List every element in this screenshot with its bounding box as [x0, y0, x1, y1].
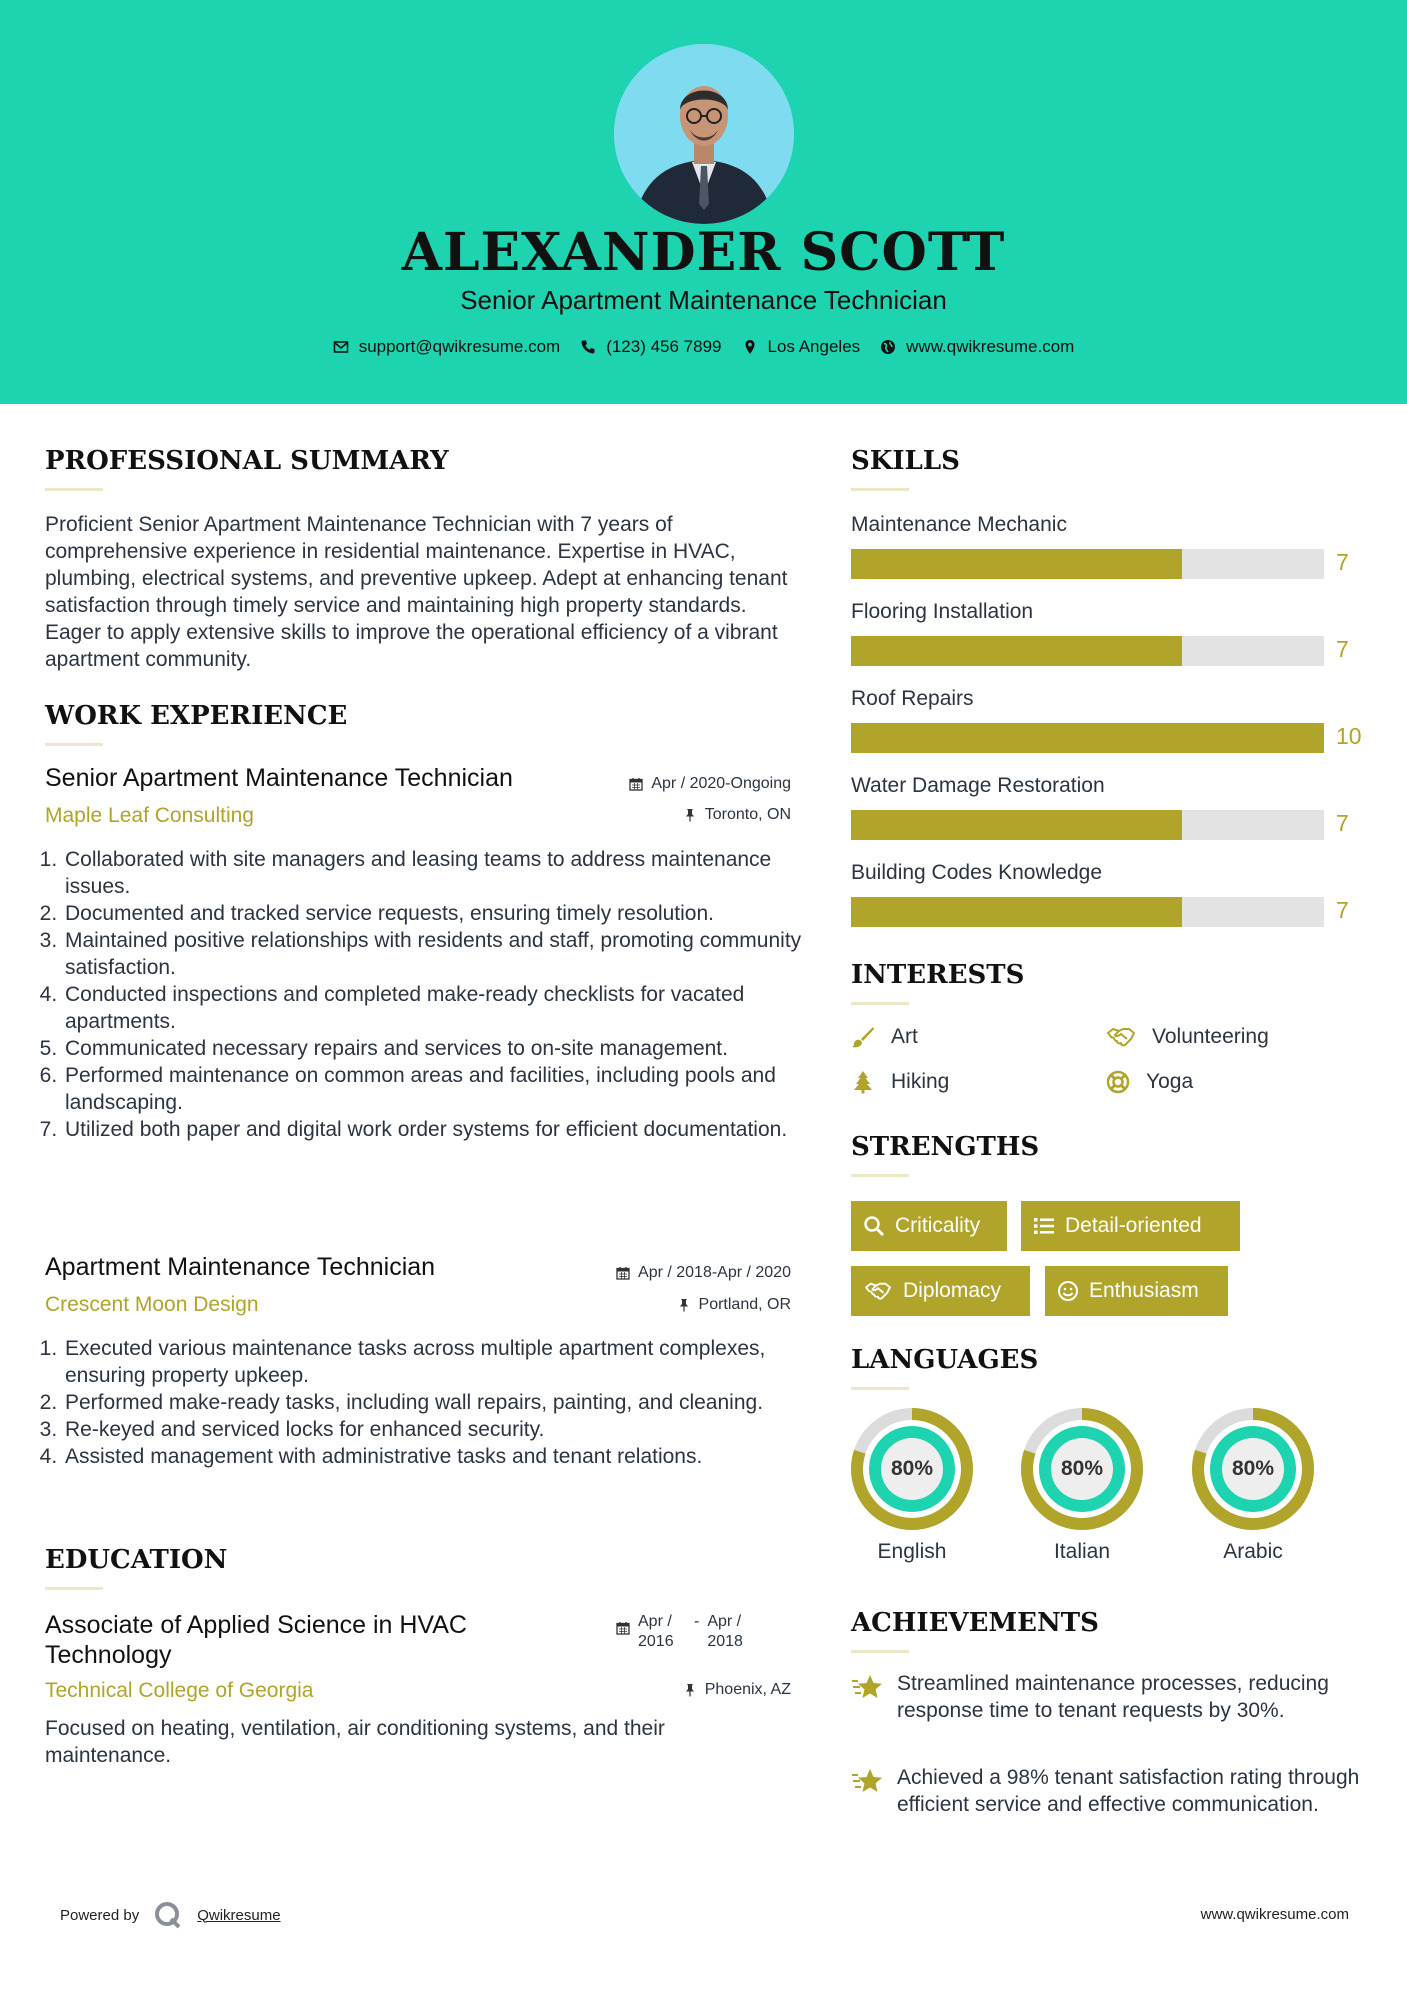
- interest-item: [851, 1070, 949, 1094]
- achievement-text: Streamlined maintenance processes, reducing response time to tenant requests by 30%.: [897, 1672, 1329, 1722]
- contact-location-text: Los Angeles: [767, 337, 861, 356]
- skill-bar-track: [851, 549, 1324, 579]
- interest-label: Hiking: [891, 1070, 950, 1093]
- globe-icon: [880, 339, 896, 355]
- qwikresume-logo-icon: [153, 1900, 183, 1930]
- summary-heading: PROFESSIONAL SUMMARY: [45, 446, 449, 491]
- job-location: [677, 1296, 791, 1314]
- interest-item: [1106, 1025, 1269, 1049]
- strength-label: Diplomacy: [903, 1279, 1002, 1302]
- job-date: [616, 1264, 791, 1282]
- skill-bar-fill: [851, 636, 1182, 666]
- list-item: 3. Maintained positive relationships with residents and staff, promoting community satisfaction.: [63, 927, 809, 981]
- job-company: Maple Leaf Consulting: [45, 804, 254, 827]
- job-date-text: Apr / 2018-Apr / 2020: [638, 1264, 791, 1281]
- language-item: [1021, 1408, 1143, 1564]
- achievement-item: [851, 1670, 1361, 1724]
- job-date-text: Apr / 2020-Ongoing: [651, 775, 791, 792]
- list-item: 3. Re-keyed and serviced locks for enhanced security.: [63, 1416, 809, 1443]
- envelope-icon: [333, 339, 349, 355]
- skill-label: Roof Repairs: [851, 687, 974, 710]
- pushpin-icon: [683, 808, 697, 822]
- education-end: Apr / 2018: [707, 1613, 743, 1650]
- education-heading: EDUCATION: [45, 1545, 227, 1590]
- footer-website[interactable]: www.qwikresume.com: [1200, 1906, 1349, 1923]
- person-icon: [614, 44, 794, 224]
- contact-location: [742, 337, 861, 357]
- job-date: [629, 775, 791, 793]
- calendar-icon: [629, 777, 643, 791]
- contact-bar: [0, 337, 1407, 357]
- strength-label: Detail-oriented: [1065, 1214, 1202, 1237]
- job-location-text: Portland, OR: [698, 1296, 791, 1313]
- experience-heading: WORK EXPERIENCE: [45, 701, 347, 746]
- skill-bar-track: [851, 897, 1324, 927]
- list-item: 1. Collaborated with site managers and leasing teams to address maintenance issues.: [63, 846, 809, 900]
- handshake-icon: [863, 1280, 893, 1302]
- skill-value: 7: [1336, 549, 1349, 575]
- skill-bar-fill: [851, 723, 1324, 753]
- calendar-icon: [616, 1266, 630, 1280]
- interest-item: [851, 1025, 918, 1049]
- profile-photo: [614, 44, 794, 224]
- contact-email-text: support@qwikresume.com: [358, 337, 561, 356]
- paintbrush-icon: [851, 1025, 875, 1049]
- skill-label: Building Codes Knowledge: [851, 861, 1103, 884]
- degree-title: Associate of Applied Science in HVAC Technology: [45, 1611, 467, 1669]
- contact-website-text: www.qwikresume.com: [906, 337, 1075, 356]
- job-location: [683, 806, 791, 824]
- list-item: 7. Utilized both paper and digital work order systems for efficient documentation.: [63, 1116, 809, 1143]
- school-name: Technical College of Georgia: [45, 1679, 314, 1702]
- job-title: Apartment Maintenance Technician: [45, 1253, 436, 1281]
- skill-label: Water Damage Restoration: [851, 774, 1105, 797]
- achievements-heading: ACHIEVEMENTS: [851, 1608, 1099, 1653]
- skill-bar-fill: [851, 549, 1182, 579]
- calendar-icon: [616, 1621, 630, 1635]
- language-item: [851, 1408, 973, 1564]
- skill-bar-track: [851, 810, 1324, 840]
- handshake-icon: [1106, 1025, 1136, 1049]
- strength-tag: [851, 1266, 1030, 1316]
- list-item: 4. Assisted management with administrative tasks and tenant relations.: [63, 1443, 809, 1470]
- strength-tag: [851, 1201, 1007, 1251]
- contact-phone-text: (123) 456 7899: [606, 337, 722, 356]
- star-icon: [851, 1672, 883, 1702]
- skill-value: 10: [1336, 723, 1362, 749]
- header-band: [0, 0, 1407, 404]
- search-icon: [863, 1215, 885, 1237]
- skills-heading: SKILLS: [851, 446, 960, 491]
- phone-icon: [580, 339, 596, 355]
- footer-powered: [60, 1900, 281, 1930]
- list-item: 2. Performed make-ready tasks, including wall repairs, painting, and cleaning.: [63, 1389, 809, 1416]
- candidate-name: ALEXANDER SCOTT: [401, 222, 1006, 283]
- list-item: 5. Communicated necessary repairs and services to on-site management.: [63, 1035, 809, 1062]
- skill-value: 7: [1336, 810, 1349, 836]
- interest-label: Yoga: [1146, 1070, 1194, 1093]
- education-start: Apr / 2016: [638, 1613, 674, 1650]
- job-location-text: Toronto, ON: [704, 806, 791, 823]
- contact-website[interactable]: [880, 337, 1074, 357]
- education-description: Focused on heating, ventilation, air conditioning systems, and their maintenance.: [45, 1717, 665, 1767]
- language-percent: 80%: [1060, 1457, 1104, 1480]
- language-percent: 80%: [1231, 1457, 1275, 1480]
- language-name: Italian: [1053, 1540, 1111, 1563]
- job-duties-list: [45, 846, 809, 1143]
- list-item: 1. Executed various maintenance tasks across multiple apartment complexes, ensuring property upkeep.: [63, 1335, 809, 1389]
- candidate-title: Senior Apartment Maintenance Technician: [460, 285, 947, 315]
- job-title: Senior Apartment Maintenance Technician: [45, 764, 513, 792]
- pushpin-icon: [683, 1683, 697, 1697]
- language-percent: 80%: [890, 1457, 934, 1480]
- skill-bar-track: [851, 636, 1324, 666]
- achievement-text: Achieved a 98% tenant satisfaction rating through efficient service and effective communication.: [897, 1766, 1360, 1816]
- contact-email[interactable]: [333, 337, 561, 357]
- star-icon: [851, 1766, 883, 1796]
- interests-heading: INTERESTS: [851, 960, 1024, 1005]
- map-pin-icon: [742, 339, 758, 355]
- contact-phone[interactable]: [580, 337, 721, 357]
- skill-value: 7: [1336, 897, 1349, 923]
- achievement-item: [851, 1764, 1361, 1818]
- powered-by-label: Powered by: [60, 1906, 140, 1924]
- skill-bar-fill: [851, 810, 1182, 840]
- pushpin-icon: [677, 1298, 691, 1312]
- language-name: English: [877, 1540, 947, 1563]
- interest-label: Art: [891, 1025, 918, 1048]
- lifebuoy-icon: [1106, 1070, 1130, 1094]
- smile-icon: [1057, 1280, 1079, 1302]
- list-item: 6. Performed maintenance on common areas and facilities, including pools and landscaping.: [63, 1062, 809, 1116]
- skill-label: Maintenance Mechanic: [851, 513, 1067, 536]
- tree-icon: [851, 1070, 875, 1094]
- education-location: [683, 1681, 791, 1699]
- interest-label: Volunteering: [1152, 1025, 1269, 1048]
- skill-bar-fill: [851, 897, 1182, 927]
- skill-value: 7: [1336, 636, 1349, 662]
- language-name: Arabic: [1223, 1540, 1283, 1563]
- strengths-heading: STRENGTHS: [851, 1132, 1039, 1177]
- languages-heading: LANGUAGES: [851, 1345, 1038, 1390]
- strength-label: Criticality: [895, 1214, 981, 1237]
- list-item: 4. Conducted inspections and completed make-ready checklists for vacated apartments.: [63, 981, 809, 1035]
- job-company: Crescent Moon Design: [45, 1293, 259, 1316]
- summary-text: Proficient Senior Apartment Maintenance Technician with 7 years of comprehensive experience in residential maintenance. Expertise in HVAC, plumbing, electrical systems, and preventive upkeep. Adept at enhancing tenant satisfaction through timely service and maintaining high property standards. Eager to apply extensive skills to improve the operational efficiency of a vibrant apartment community.: [45, 513, 788, 671]
- list-item: 2. Documented and tracked service requests, ensuring timely resolution.: [63, 900, 809, 927]
- brand-link[interactable]: Qwikresume: [197, 1906, 281, 1924]
- education-dates: Apr / 2016 - Apr / 2018: [616, 1612, 755, 1652]
- language-item: [1192, 1408, 1314, 1564]
- strength-tag: [1045, 1266, 1228, 1316]
- list-icon: [1033, 1215, 1055, 1237]
- skill-label: Flooring Installation: [851, 600, 1034, 623]
- interest-item: [1106, 1070, 1193, 1094]
- skill-bar-track: [851, 723, 1324, 753]
- education-location-text: Phoenix, AZ: [704, 1681, 791, 1698]
- strength-tag: [1021, 1201, 1240, 1251]
- job-duties-list: [45, 1335, 809, 1470]
- strength-label: Enthusiasm: [1089, 1279, 1199, 1302]
